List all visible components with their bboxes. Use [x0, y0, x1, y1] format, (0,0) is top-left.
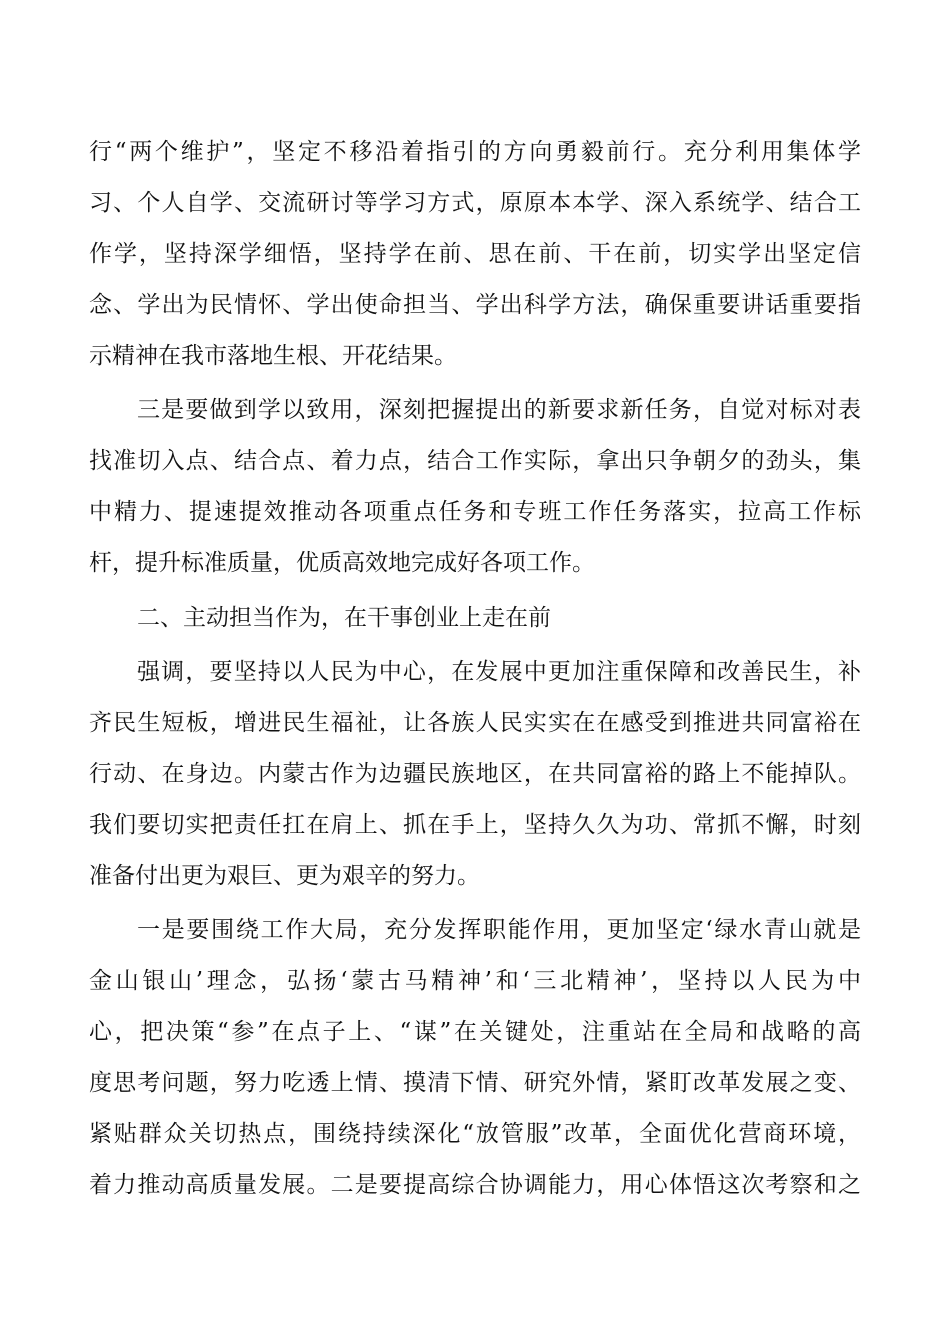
text-line-9: 杆，提升标准质量，优质高效地完成好各项工作。 — [89, 550, 595, 576]
text-line-1: 行“两个维护”，坚定不移沿着指引的方向勇毅前行。充分利用集体学 — [89, 139, 861, 165]
section-heading: 二、主动担当作为，在干事创业上走在前 — [137, 605, 551, 631]
text-line-15: 准备付出更为艰巨、更为艰辛的努力。 — [89, 863, 480, 889]
text-line-8: 中精力、提速提效推动各项重点任务和专班工作任务落实，拉高工作标 — [89, 499, 861, 525]
text-line-13: 行动、在身边。内蒙古作为边疆民族地区，在共同富裕的路上不能掉队。 — [89, 761, 861, 787]
text-line-20: 紧贴群众关切热点，围绕持续深化“放管服”改革，全面优化营商环境， — [89, 1121, 861, 1147]
text-line-5: 示精神在我市落地生根、开花结果。 — [89, 343, 457, 369]
text-line-12: 齐民生短板，增进民生福祉，让各族人民实实在在感受到推进共同富裕在 — [89, 710, 861, 736]
text-line-21: 着力推动高质量发展。二是要提高综合协调能力，用心体悟这次考察和之 — [89, 1172, 861, 1198]
text-line-17: 金山银山’理念，弘扬‘蒙古马精神’和‘三北精神’，坚持以人民为中 — [89, 968, 861, 994]
paragraph-line-11: 强调，要坚持以人民为中心，在发展中更加注重保障和改善民生，补 — [137, 659, 861, 685]
text-line-18: 心，把决策“参”在点子上、“谋”在关键处，注重站在全局和战略的高 — [89, 1019, 861, 1045]
paragraph-line-6: 三是要做到学以致用，深刻把握提出的新要求新任务，自觉对标对表 — [137, 397, 861, 423]
text-line-2: 习、个人自学、交流研讨等学习方式，原原本本学、深入系统学、结合工 — [89, 190, 861, 216]
text-line-3: 作学，坚持深学细悟，坚持学在前、思在前、干在前，切实学出坚定信 — [89, 241, 861, 267]
text-line-7: 找准切入点、结合点、着力点，结合工作实际，拿出只争朝夕的劲头，集 — [89, 448, 861, 474]
text-line-19: 度思考问题，努力吃透上情、摸清下情、研究外情，紧盯改革发展之变、 — [89, 1070, 861, 1096]
text-line-4: 念、学出为民情怀、学出使命担当、学出科学方法，确保重要讲话重要指 — [89, 292, 861, 318]
text-line-14: 我们要切实把责任扛在肩上、抓在手上，坚持久久为功、常抓不懈，时刻 — [89, 812, 861, 838]
paragraph-line-16: 一是要围绕工作大局，充分发挥职能作用，更加坚定‘绿水青山就是 — [137, 917, 861, 943]
